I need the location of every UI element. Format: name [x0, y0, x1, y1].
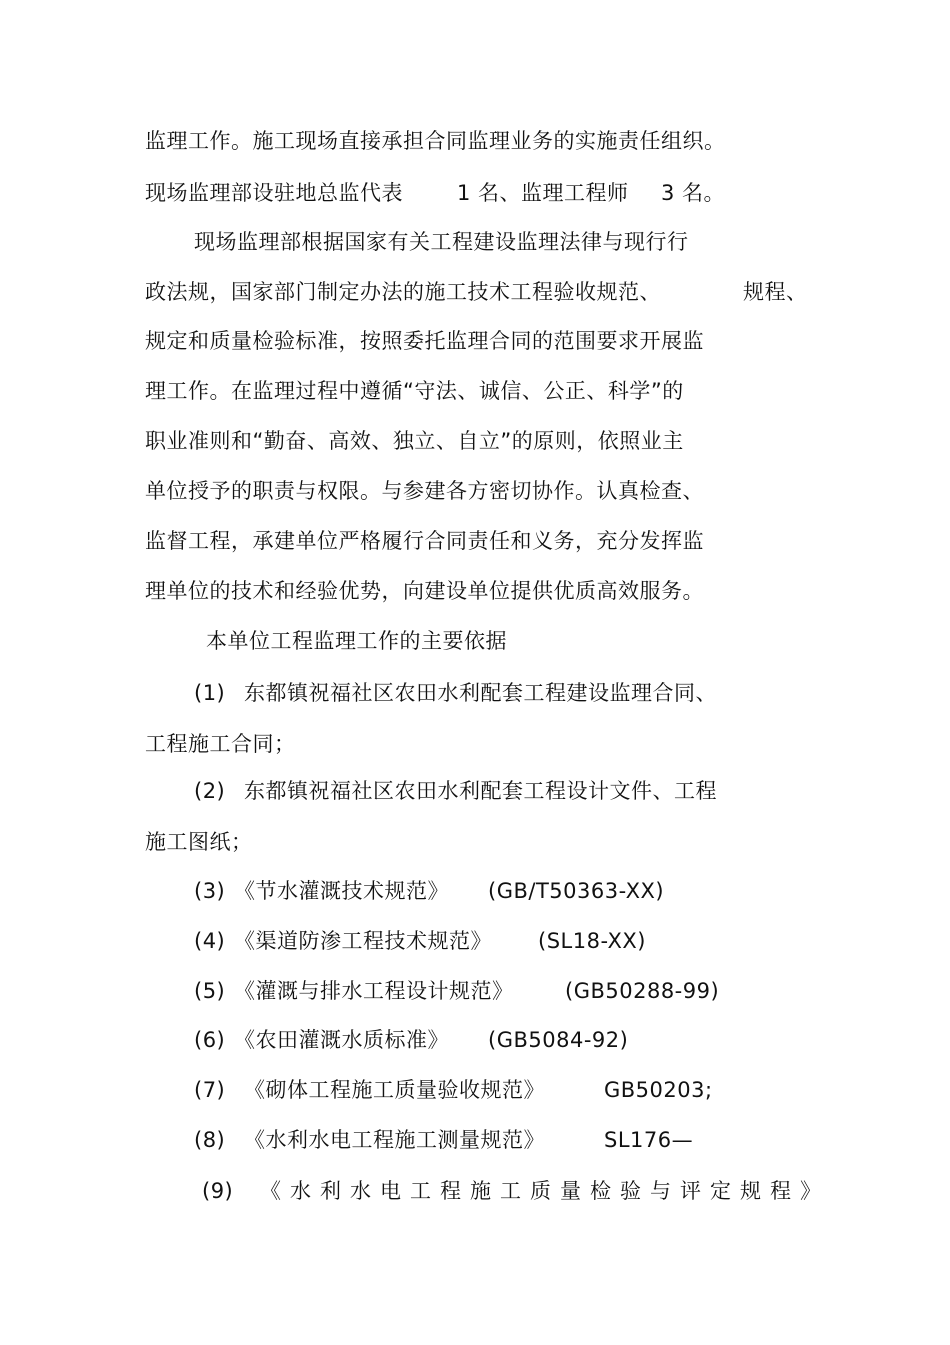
section-heading: 本单位工程监理工作的主要依据 — [206, 629, 507, 653]
standard-title: 《水利水电工程施工质量检验与评定规程》 — [260, 1179, 830, 1203]
basis-item-5 — [194, 977, 754, 1005]
standard-title: 《灌溉与排水工程设计规范》 — [234, 979, 514, 1003]
basis-item-4 — [194, 927, 754, 955]
standard-title: 《农田灌溉水质标准》 — [234, 1028, 449, 1052]
item-text: 东都镇祝福社区农田水利配套工程建设监理合同、 — [244, 681, 717, 705]
regulations-text: 政法规，国家部门制定办法的施工技术工程验收规范、 — [145, 280, 661, 304]
standard-code: GB50203; — [604, 1078, 713, 1102]
item-number: (9) — [202, 1179, 234, 1203]
engineer-count-text: 3 名。 — [661, 181, 726, 205]
basis-item-3 — [194, 877, 754, 905]
paragraph-line-6: 理工作。在监理过程中遵循“守法、诚信、公正、科学”的 — [145, 379, 684, 403]
paragraph-line-3: 现场监理部根据国家有关工程建设监理法律与现行行 — [194, 230, 689, 254]
standard-title: 《水利水电工程施工测量规范》 — [244, 1128, 545, 1152]
item-number: (4) — [194, 929, 226, 953]
procedures-text: 规程、 — [743, 280, 808, 304]
basis-item-8 — [194, 1126, 754, 1154]
basis-item-1 — [194, 679, 754, 707]
basis-item-7 — [194, 1076, 754, 1104]
standard-title: 《节水灌溉技术规范》 — [234, 879, 449, 903]
item-number: (5) — [194, 979, 226, 1003]
item-number: (6) — [194, 1028, 226, 1052]
paragraph-line-9: 监督工程，承建单位严格履行合同责任和义务，充分发挥监 — [145, 529, 704, 553]
basis-item-1-continuation: 工程施工合同； — [145, 732, 296, 756]
standard-code: (SL18-XX) — [538, 929, 646, 953]
basis-item-2 — [194, 777, 754, 805]
standard-code: (GB5084-92) — [488, 1028, 629, 1052]
paragraph-line-4 — [145, 278, 815, 306]
paragraph-line-10: 理单位的技术和经验优势，向建设单位提供优质高效服务。 — [145, 579, 704, 603]
paragraph-line-2 — [145, 179, 765, 207]
item-number: (7) — [194, 1078, 226, 1102]
staff-text: 现场监理部设驻地总监代表 — [145, 181, 403, 205]
standard-code: (GB50288-99) — [565, 979, 720, 1003]
standard-code: SL176— — [604, 1128, 694, 1152]
paragraph-line-8: 单位授予的职责与权限。与参建各方密切协作。认真检查、 — [145, 479, 704, 503]
item-number: (8) — [194, 1128, 226, 1152]
item-number: (1) — [194, 681, 226, 705]
standard-code: (GB/T50363-XX) — [488, 879, 665, 903]
standard-title: 《砌体工程施工质量验收规范》 — [244, 1078, 545, 1102]
basis-item-6 — [194, 1026, 754, 1054]
paragraph-line-7: 职业准则和“勤奋、高效、独立、自立”的原则，依照业主 — [145, 429, 684, 453]
item-number: (2) — [194, 779, 226, 803]
paragraph-line-5: 规定和质量检验标准，按照委托监理合同的范围要求开展监 — [145, 329, 704, 353]
chief-count-text: 1 名、监理工程师 — [457, 181, 629, 205]
basis-item-9 — [202, 1177, 830, 1205]
basis-item-2-continuation: 施工图纸； — [145, 830, 253, 854]
item-text: 东都镇祝福社区农田水利配套工程设计文件、工程 — [244, 779, 717, 803]
standard-title: 《渠道防渗工程技术规范》 — [234, 929, 492, 953]
paragraph-line-1: 监理工作。施工现场直接承担合同监理业务的实施责任组织。 — [145, 129, 726, 153]
item-number: (3) — [194, 879, 226, 903]
